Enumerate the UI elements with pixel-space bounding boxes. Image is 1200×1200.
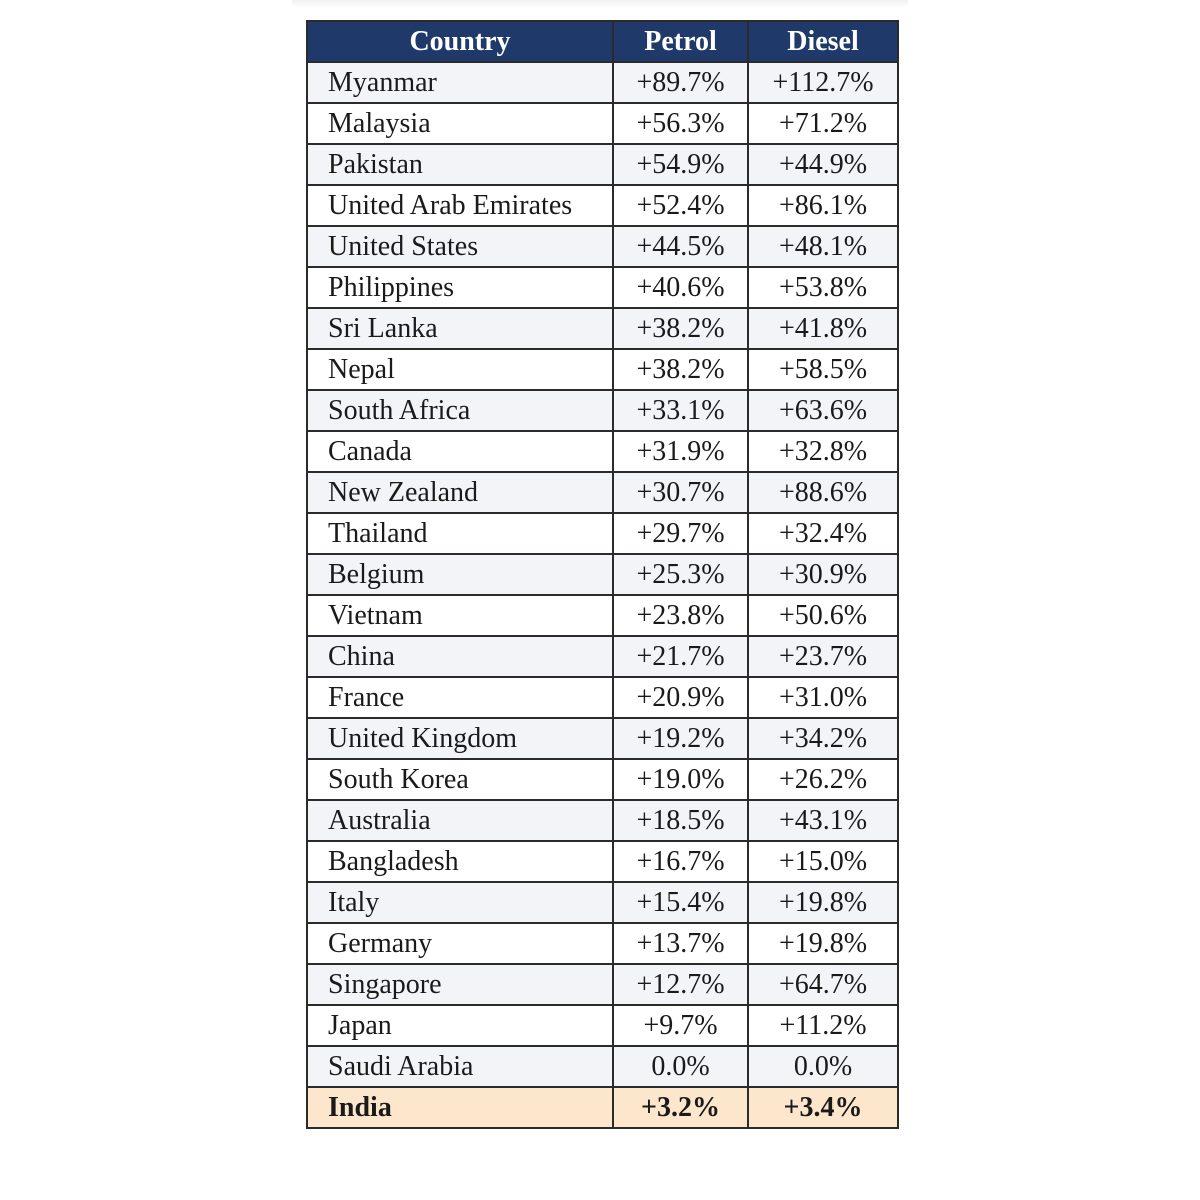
- diesel-cell: 0.0%: [748, 1046, 898, 1087]
- petrol-cell: +29.7%: [613, 513, 748, 554]
- table-row-highlighted: [307, 1087, 898, 1128]
- table-row: [307, 636, 898, 677]
- petrol-cell: +44.5%: [613, 226, 748, 267]
- diesel-cell: +32.4%: [748, 513, 898, 554]
- country-cell: Germany: [307, 923, 613, 964]
- header-row: [307, 21, 898, 62]
- petrol-cell: +16.7%: [613, 841, 748, 882]
- country-cell: India: [307, 1087, 613, 1128]
- country-cell: China: [307, 636, 613, 677]
- diesel-cell: +23.7%: [748, 636, 898, 677]
- petrol-cell: 0.0%: [613, 1046, 748, 1087]
- petrol-cell: +20.9%: [613, 677, 748, 718]
- table-row: [307, 800, 898, 841]
- table-row: [307, 882, 898, 923]
- country-cell: New Zealand: [307, 472, 613, 513]
- country-cell: Italy: [307, 882, 613, 923]
- petrol-cell: +21.7%: [613, 636, 748, 677]
- column-header-country: Country: [307, 21, 613, 62]
- country-cell: France: [307, 677, 613, 718]
- petrol-cell: +12.7%: [613, 964, 748, 1005]
- table-row: [307, 964, 898, 1005]
- diesel-cell: +3.4%: [748, 1087, 898, 1128]
- diesel-cell: +34.2%: [748, 718, 898, 759]
- table-row: [307, 472, 898, 513]
- petrol-cell: +3.2%: [613, 1087, 748, 1128]
- country-cell: United States: [307, 226, 613, 267]
- column-header-diesel: Diesel: [748, 21, 898, 62]
- petrol-cell: +38.2%: [613, 308, 748, 349]
- table-row: [307, 841, 898, 882]
- petrol-cell: +56.3%: [613, 103, 748, 144]
- petrol-cell: +40.6%: [613, 267, 748, 308]
- petrol-cell: +25.3%: [613, 554, 748, 595]
- table-row: [307, 226, 898, 267]
- table-row: [307, 349, 898, 390]
- diesel-cell: +71.2%: [748, 103, 898, 144]
- table-row: [307, 185, 898, 226]
- diesel-cell: +64.7%: [748, 964, 898, 1005]
- diesel-cell: +19.8%: [748, 882, 898, 923]
- country-cell: Singapore: [307, 964, 613, 1005]
- table-row: [307, 62, 898, 103]
- diesel-cell: +30.9%: [748, 554, 898, 595]
- country-cell: South Korea: [307, 759, 613, 800]
- diesel-cell: +112.7%: [748, 62, 898, 103]
- diesel-cell: +86.1%: [748, 185, 898, 226]
- petrol-cell: +30.7%: [613, 472, 748, 513]
- diesel-cell: +19.8%: [748, 923, 898, 964]
- table-row: [307, 513, 898, 554]
- petrol-cell: +13.7%: [613, 923, 748, 964]
- country-cell: Belgium: [307, 554, 613, 595]
- country-cell: Japan: [307, 1005, 613, 1046]
- country-cell: South Africa: [307, 390, 613, 431]
- petrol-cell: +33.1%: [613, 390, 748, 431]
- petrol-cell: +15.4%: [613, 882, 748, 923]
- table-row: [307, 677, 898, 718]
- petrol-cell: +19.2%: [613, 718, 748, 759]
- table-row: [307, 595, 898, 636]
- country-cell: Sri Lanka: [307, 308, 613, 349]
- country-cell: Thailand: [307, 513, 613, 554]
- table-row: [307, 267, 898, 308]
- diesel-cell: +15.0%: [748, 841, 898, 882]
- fuel-price-table-container: [306, 20, 897, 1129]
- country-cell: United Arab Emirates: [307, 185, 613, 226]
- diesel-cell: +32.8%: [748, 431, 898, 472]
- diesel-cell: +50.6%: [748, 595, 898, 636]
- table-row: [307, 554, 898, 595]
- table-row: [307, 144, 898, 185]
- petrol-cell: +18.5%: [613, 800, 748, 841]
- diesel-cell: +44.9%: [748, 144, 898, 185]
- country-cell: Malaysia: [307, 103, 613, 144]
- table-row: [307, 923, 898, 964]
- diesel-cell: +88.6%: [748, 472, 898, 513]
- petrol-cell: +31.9%: [613, 431, 748, 472]
- table-header: [307, 21, 898, 62]
- country-cell: Canada: [307, 431, 613, 472]
- column-header-petrol: Petrol: [613, 21, 748, 62]
- diesel-cell: +48.1%: [748, 226, 898, 267]
- table-row: [307, 308, 898, 349]
- diesel-cell: +43.1%: [748, 800, 898, 841]
- petrol-cell: +23.8%: [613, 595, 748, 636]
- country-cell: Australia: [307, 800, 613, 841]
- petrol-cell: +19.0%: [613, 759, 748, 800]
- petrol-cell: +89.7%: [613, 62, 748, 103]
- diesel-cell: +41.8%: [748, 308, 898, 349]
- table-row: [307, 431, 898, 472]
- diesel-cell: +58.5%: [748, 349, 898, 390]
- table-row: [307, 759, 898, 800]
- table-row: [307, 1046, 898, 1087]
- country-cell: Saudi Arabia: [307, 1046, 613, 1087]
- country-cell: Philippines: [307, 267, 613, 308]
- petrol-cell: +52.4%: [613, 185, 748, 226]
- top-shade: [292, 0, 908, 8]
- table-row: [307, 1005, 898, 1046]
- petrol-cell: +38.2%: [613, 349, 748, 390]
- diesel-cell: +26.2%: [748, 759, 898, 800]
- diesel-cell: +11.2%: [748, 1005, 898, 1046]
- table-body: [307, 62, 898, 1128]
- fuel-price-change-table: [306, 20, 899, 1129]
- table-row: [307, 718, 898, 759]
- country-cell: Myanmar: [307, 62, 613, 103]
- petrol-cell: +9.7%: [613, 1005, 748, 1046]
- table-row: [307, 390, 898, 431]
- table-row: [307, 103, 898, 144]
- country-cell: United Kingdom: [307, 718, 613, 759]
- country-cell: Nepal: [307, 349, 613, 390]
- diesel-cell: +31.0%: [748, 677, 898, 718]
- country-cell: Pakistan: [307, 144, 613, 185]
- country-cell: Bangladesh: [307, 841, 613, 882]
- country-cell: Vietnam: [307, 595, 613, 636]
- petrol-cell: +54.9%: [613, 144, 748, 185]
- diesel-cell: +63.6%: [748, 390, 898, 431]
- diesel-cell: +53.8%: [748, 267, 898, 308]
